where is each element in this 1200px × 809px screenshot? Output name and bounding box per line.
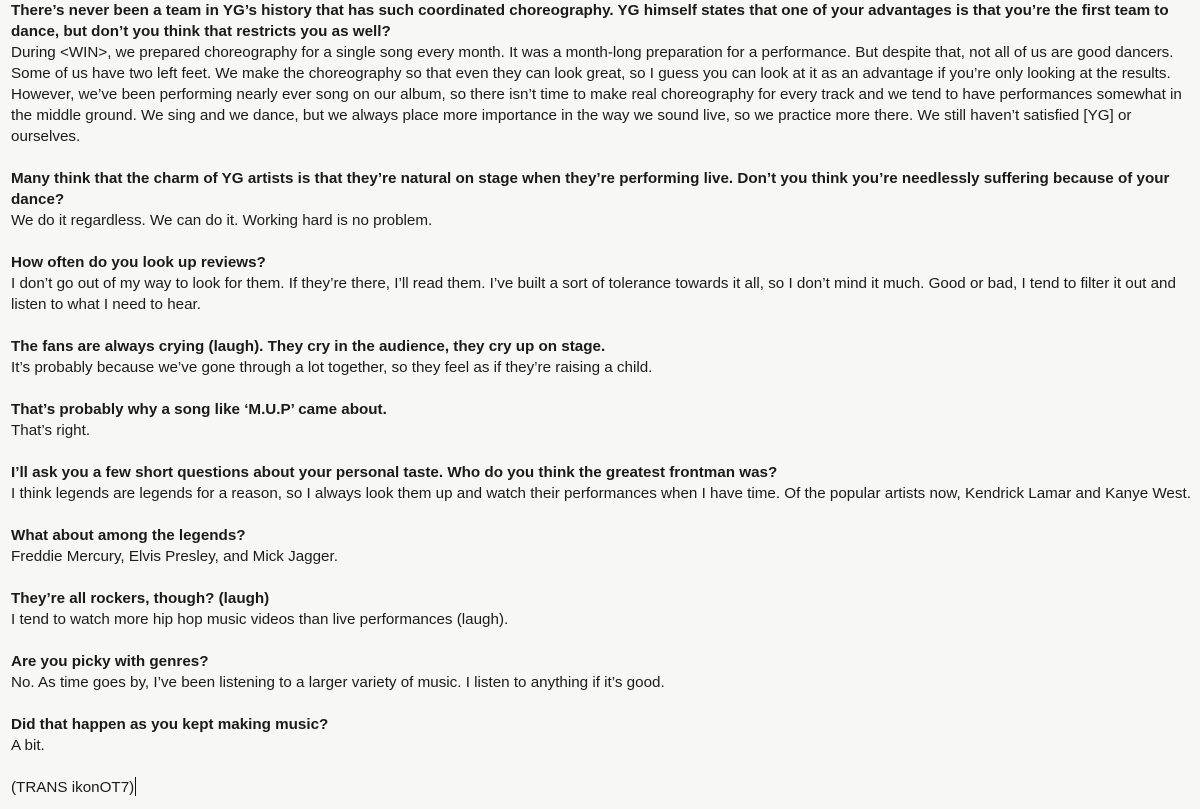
translator-credit: (TRANS ikonOT7) <box>11 779 135 796</box>
answer-text: I tend to watch more hip hop music videos than live performances (laugh). <box>11 611 509 628</box>
question-text: There’s never been a team in YG’s history that has such coordinated choreography. YG himself states that one of your advantages is that you’re the first team to dance, but don’t you think that restricts you as well? <box>11 2 1169 40</box>
qa-block <box>11 651 1196 693</box>
question-text: The fans are always crying (laugh). They cry in the audience, they cry up on stage. <box>11 338 606 355</box>
answer-text: It’s probably because we’ve gone through a lot together, so they feel as if they’re raising a child. <box>11 359 653 376</box>
answer-text: We do it regardless. We can do it. Working hard is no problem. <box>11 212 433 229</box>
qa-block <box>11 168 1196 231</box>
question-text: What about among the legends? <box>11 527 246 544</box>
qa-block <box>11 462 1196 504</box>
document-body[interactable] <box>11 0 1196 798</box>
qa-block <box>11 588 1196 630</box>
question-text: That’s probably why a song like ‘M.U.P’ came about. <box>11 401 387 418</box>
question-text: I’ll ask you a few short questions about your personal taste. Who do you think the greatest frontman was? <box>11 464 778 481</box>
text-cursor <box>135 777 136 796</box>
answer-text: That’s right. <box>11 422 91 439</box>
answer-text: A bit. <box>11 737 45 754</box>
qa-block <box>11 252 1196 315</box>
answer-text: Freddie Mercury, Elvis Presley, and Mick Jagger. <box>11 548 338 565</box>
question-text: They’re all rockers, though? (laugh) <box>11 590 270 607</box>
question-text: Are you picky with genres? <box>11 653 209 670</box>
question-text: Did that happen as you kept making music? <box>11 716 329 733</box>
qa-block <box>11 399 1196 441</box>
question-text: How often do you look up reviews? <box>11 254 266 271</box>
credit-line <box>11 777 1196 798</box>
answer-text: I think legends are legends for a reason, so I always look them up and watch their performances when I have time. Of the popular artists now, Kendrick Lamar and Kanye West. <box>11 485 1191 502</box>
qa-block <box>11 714 1196 756</box>
answer-text: No. As time goes by, I’ve been listening to a larger variety of music. I listen to anything if it’s good. <box>11 674 665 691</box>
qa-block <box>11 336 1196 378</box>
answer-text: I don’t go out of my way to look for them. If they’re there, I’ll read them. I’ve built a sort of tolerance towards it all, so I don’t mind it much. Good or bad, I tend to filter it out and listen to what I need to hear. <box>11 275 1176 313</box>
qa-block <box>11 0 1196 147</box>
qa-block <box>11 525 1196 567</box>
question-text: Many think that the charm of YG artists is that they’re natural on stage when they’re performing live. Don’t you think you’re needlessly suffering because of your dance? <box>11 170 1170 208</box>
answer-text: During <WIN>, we prepared choreography for a single song every month. It was a month-long preparation for a performance. But despite that, not all of us are good dancers. Some of us have two left feet. We make the choreography so that even they can look great, so I guess you can look at it as an advantage if you’re only looking at the results. However, we’ve been performing nearly ever song on our album, so there isn’t time to make real choreography for every track and we tend to have performances somewhat in the middle ground. We sing and we dance, but we always place more importance in the way we sound live, so we practice more there. We still haven’t satisfied [YG] or ourselves. <box>11 44 1182 145</box>
